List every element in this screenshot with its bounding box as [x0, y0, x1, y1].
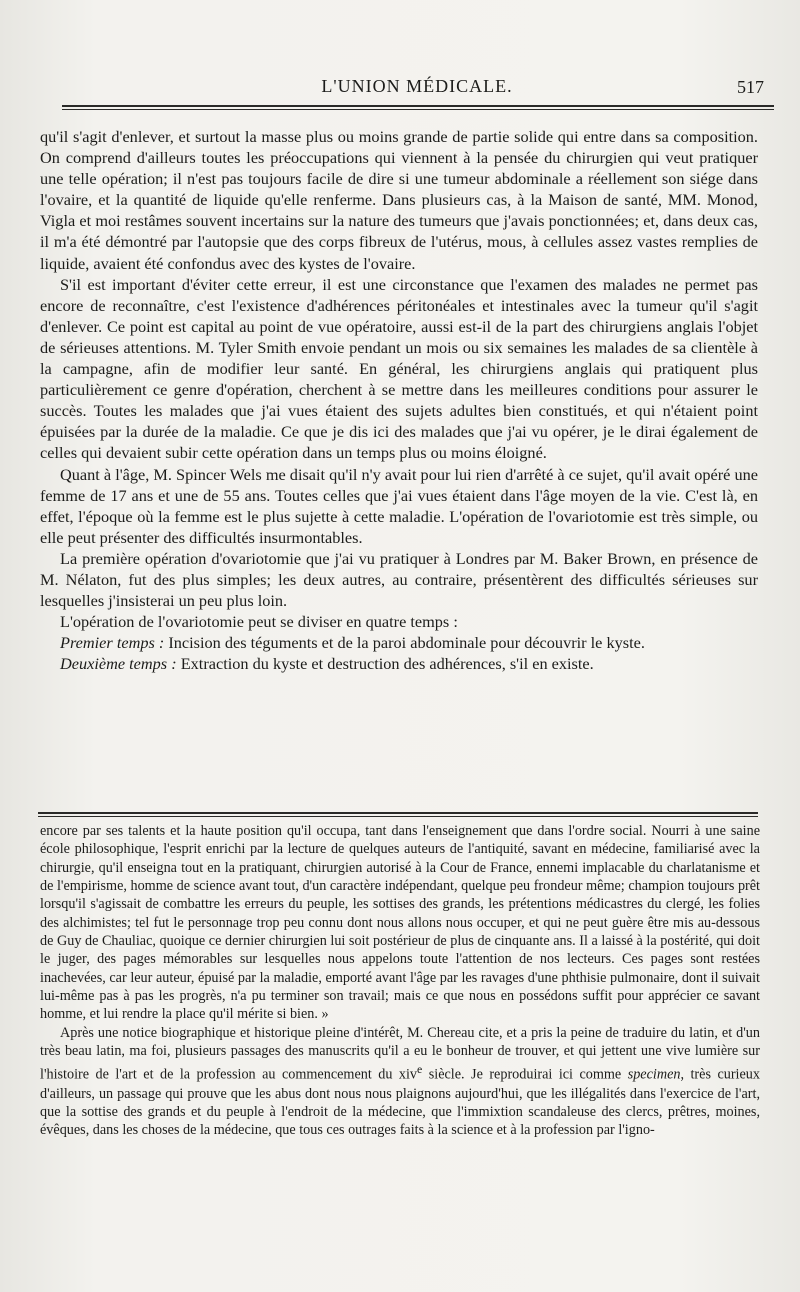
main-paragraph	[40, 653, 758, 674]
feuilleton-paragraph	[40, 1024, 760, 1140]
main-paragraph: La première opération d'ovariotomie que j'ai vu pratiquer à Londres par M. Baker Brown, en présence de M. Nélaton, fut des plus simples; les deux autres, au contraire, présentèrent des difficultés sérieuses sur lesquelles j'insisterai un peu plus loin.	[40, 548, 758, 611]
text-run: siècle. Je reproduirai ici comme	[422, 1067, 628, 1084]
text-run: , très curieux d'ailleurs, un passage qui prouve que les abus dont nous nous plaignons aujourd'hui, que les illégalités dans l'exercice de l'art, que la sottise des grands et du peuple à l'endroit de la médecine, que l'immixtion scandaleuse des clercs, prêtres, moines, évêques, dans les choses de la médecine, que tous ces outrages faits à la science et à la profession par l'igno-	[40, 1067, 760, 1139]
feuilleton-rule	[38, 812, 758, 817]
text-run: Après une notice biographique et historique pleine d'intérêt, M. Chereau cite, et a pris la peine de traduire du latin, et d'un très beau latin, ma foi, plusieurs passages des manuscrits qu'il a eu le bonheur de trouver, et qui jettent une vive lumière sur l'histoire de l'art et de la profession au commencement du xiv	[40, 1024, 760, 1084]
main-paragraph: qu'il s'agit d'enlever, et surtout la masse plus ou moins grande de partie solide qui entre dans sa composition. On comprend d'ailleurs toutes les préoccupations qui viennent à la pensée du chirurgien qui veut pratiquer une telle opération; il n'est pas toujours facile de dire si une tumeur abdominale a réellement son siége dans l'ovaire, et la quantité de liquide qu'elle renferme. Dans plusieurs cas, à la Maison de santé, MM. Monod, Vigla et moi restâmes souvent incertains sur la nature des tumeurs que j'avais ponctionnées; et, dans deux cas, il m'a été démontré par l'autopsie que des corps fibreux de l'utérus, mous, à cellules assez vastes remplies de liquide, avaient été confondus avec des kystes de l'ovaire.	[40, 127, 758, 273]
main-paragraph: L'opération de l'ovariotomie peut se diviser en quatre temps :	[60, 612, 458, 632]
feuilleton-paragraph: encore par ses talents et la haute position qu'il occupa, tant dans l'enseignement que dans l'ordre social. Nourri à une saine école philosophique, l'esprit enrichi par la lecture de quelques auteurs de l'antiquité, savant en médecine, familiarisé avec la chirurgie, qu'il enseigna tout en la pratiquant, chirurgien autorisé à la Cour de France, ennemi implacable du charlatanisme et de l'empirisme, homme de science avant tout, d'un caractère indépendant, quelque peu frondeur même; champion toujours prêt lorsqu'il s'agissait de combattre les erreurs du peuple, les sottises des grands, les prétentions médicastres du clergé, les folies des alchimistes; tel fut le personnage trop peu connu dont nous allons nous occuper, et qui ne peut guère être mis au-dessous de Guy de Chauliac, quoique ce dernier chirurgien lui soit postérieur de plus de cinquante ans. Il a laissé à la postérité, qui doit le juger, des pages mémorables sur lesquelles nous appelons toute l'attention de nos lecteurs. Ces pages sont restées inachevées, car leur auteur, épuisé par la maladie, emporté avant l'âge par les ravages d'une phthisie pulmonaire, dont il suivait lui-même pas à pas les progrès, n'a pu terminer son travail; mais ce que nous en possédons suffit pour apprécier ce savant homme, et lui rendre la place qu'il mérite si bien. »	[40, 823, 760, 1023]
main-paragraph	[40, 632, 758, 653]
italic-word: specimen	[627, 1067, 681, 1084]
page-number: 517	[737, 77, 764, 97]
step-label: Premier temps :	[60, 633, 165, 653]
main-paragraph: S'il est important d'éviter cette erreur, il est une circonstance que l'examen des malades ne permet pas encore de reconnaître, c'est l'existence d'adhérences péritonéales et intestinales avec la tumeur qu'il s'agit d'enlever. Ce point est capital au point de vue opératoire, aussi est-il de la part des chirurgiens anglais l'objet de sérieuses attentions. M. Tyler Smith envoie pendant un mois ou six semaines les malades de sa clientèle à la campagne, afin de modifier leur santé. En général, les chirurgiens anglais qui pratiquent plus particulièrement ce genre d'opération, cherchent à se mettre dans les meilleures conditions pour assurer le succès. Toutes les malades que j'ai vues étaient des sujets adultes bien constitués, et qui n'étaient point épuisées par la durée de la maladie. Ce que je dis ici des malades que j'ai vu opérer, je le dirai également de celles qui devaient subir cette opération dans un temps plus ou moins éloigné.	[40, 274, 758, 463]
step-label: Deuxième temps :	[60, 654, 177, 674]
step-text: Extraction du kyste et destruction des adhérences, s'il en existe.	[176, 654, 594, 674]
page-header	[62, 76, 772, 102]
header-rule	[62, 105, 774, 110]
main-text	[40, 126, 758, 674]
feuilleton-text	[40, 822, 760, 1140]
step-text: Incision des téguments et de la paroi abdominale pour découvrir le kyste.	[164, 633, 645, 653]
main-paragraph: Quant à l'âge, M. Spincer Wels me disait qu'il n'y avait pour lui rien d'arrêté à ce sujet, qu'il avait opéré une femme de 17 ans et une de 55 ans. Toutes celles que j'ai vues étaient dans l'âge moyen de la vie. C'est là, en effet, l'époque où la femme est le plus sujette à cette maladie. L'opération de l'ovariotomie est très simple, ou elle peut présenter des difficultés insurmontables.	[40, 464, 758, 547]
superscript: e	[417, 1062, 423, 1077]
running-title: L'UNION MÉDICALE.	[321, 76, 513, 96]
